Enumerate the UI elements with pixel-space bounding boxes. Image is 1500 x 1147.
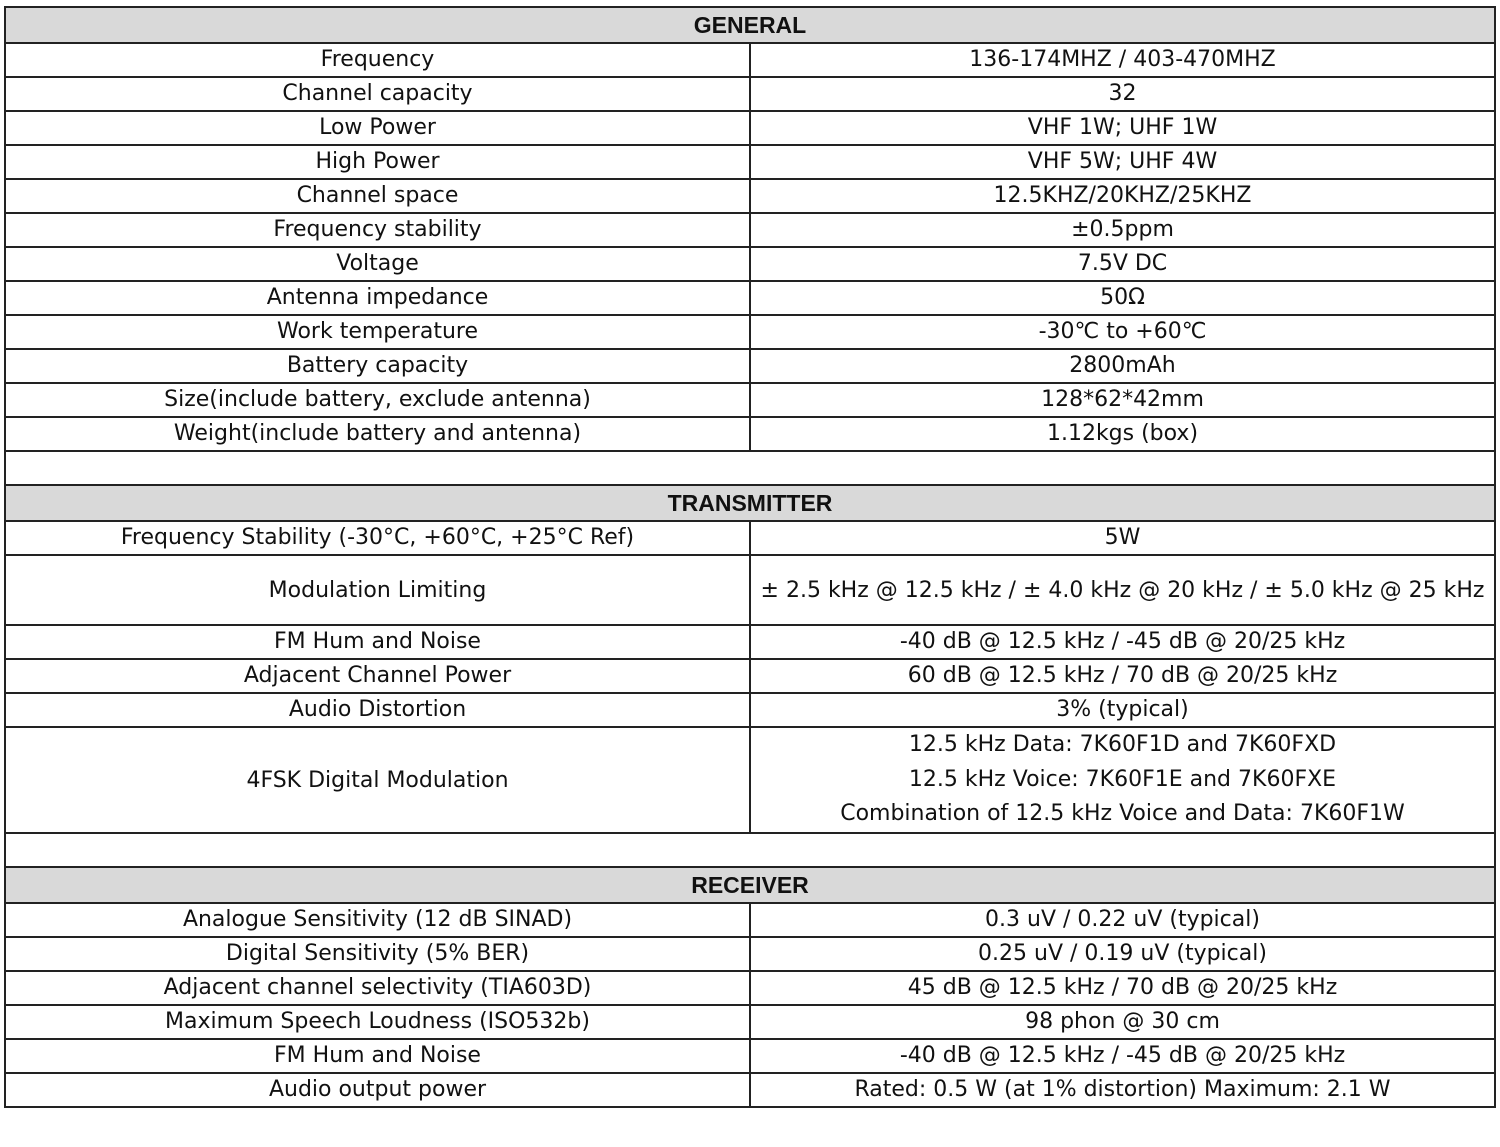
spec-value: VHF 5W; UHF 4W [750,145,1495,179]
spec-value: VHF 1W; UHF 1W [750,111,1495,145]
spec-label: Analogue Sensitivity (12 dB SINAD) [5,903,750,937]
spec-table [4,6,1496,1108]
spec-label: Maximum Speech Loudness (ISO532b) [5,1005,750,1039]
spec-label: Antenna impedance [5,281,750,315]
spec-row [5,659,1495,693]
spec-value: 32 [750,77,1495,111]
spec-row [5,213,1495,247]
spec-row [5,179,1495,213]
spec-label: Adjacent channel selectivity (TIA603D) [5,971,750,1005]
transmitter-section-title: TRANSMITTER [5,485,1495,521]
spec-row [5,625,1495,659]
spec-row [5,383,1495,417]
spec-label: Work temperature [5,315,750,349]
spec-row [5,727,1495,833]
spec-label: Size(include battery, exclude antenna) [5,383,750,417]
spec-row [5,315,1495,349]
spec-value: ± 2.5 kHz @ 12.5 kHz / ± 4.0 kHz @ 20 kHz / ± 5.0 kHz @ 25 kHz [750,555,1495,625]
spec-row [5,937,1495,971]
spec-label: Voltage [5,247,750,281]
spec-label: Channel capacity [5,77,750,111]
spec-value: ±0.5ppm [750,213,1495,247]
spec-row [5,77,1495,111]
spec-value: 128*62*42mm [750,383,1495,417]
spec-label: 4FSK Digital Modulation [5,727,750,833]
spec-row [5,971,1495,1005]
spec-label: Digital Sensitivity (5% BER) [5,937,750,971]
spec-row [5,281,1495,315]
general-section-title: GENERAL [5,7,1495,43]
spacer-cell [5,451,1495,485]
spec-value: 3% (typical) [750,693,1495,727]
spec-label: Channel space [5,179,750,213]
spec-row [5,1005,1495,1039]
spec-row [5,903,1495,937]
spec-value: 136-174MHZ / 403-470MHZ [750,43,1495,77]
spec-value: 7.5V DC [750,247,1495,281]
spec-value: 98 phon @ 30 cm [750,1005,1495,1039]
section-spacer-row [5,833,1495,867]
spec-row [5,247,1495,281]
spec-row [5,1039,1495,1073]
spec-value: 5W [750,521,1495,555]
receiver-header-row [5,867,1495,903]
spec-value: -40 dB @ 12.5 kHz / -45 dB @ 20/25 kHz [750,625,1495,659]
spec-label: Adjacent Channel Power [5,659,750,693]
spec-value: -30℃ to +60℃ [750,315,1495,349]
spec-label: FM Hum and Noise [5,625,750,659]
spec-label: Battery capacity [5,349,750,383]
spec-row [5,43,1495,77]
spec-value: -40 dB @ 12.5 kHz / -45 dB @ 20/25 kHz [750,1039,1495,1073]
spec-label: FM Hum and Noise [5,1039,750,1073]
section-spacer-row [5,451,1495,485]
spec-value: 2800mAh [750,349,1495,383]
spec-label: High Power [5,145,750,179]
spec-label: Low Power [5,111,750,145]
spec-value-line: Combination of 12.5 kHz Voice and Data: 7K60F1W [840,801,1405,827]
spec-row [5,693,1495,727]
spec-value-multiline [750,727,1495,833]
receiver-section-title: RECEIVER [5,867,1495,903]
spec-value-line: 12.5 kHz Data: 7K60F1D and 7K60FXD [908,732,1337,758]
spec-value: 60 dB @ 12.5 kHz / 70 dB @ 20/25 kHz [750,659,1495,693]
transmitter-header-row [5,485,1495,521]
spacer-cell [5,833,1495,867]
spec-value: 0.3 uV / 0.22 uV (typical) [750,903,1495,937]
general-header-row [5,7,1495,43]
spec-row [5,521,1495,555]
spec-label: Frequency [5,43,750,77]
spec-label: Weight(include battery and antenna) [5,417,750,451]
spec-value: 0.25 uV / 0.19 uV (typical) [750,937,1495,971]
spec-value: 50Ω [750,281,1495,315]
spec-value: 12.5KHZ/20KHZ/25KHZ [750,179,1495,213]
spec-label: Frequency Stability (-30°C, +60°C, +25°C Ref) [5,521,750,555]
spec-row [5,349,1495,383]
spec-label: Modulation Limiting [5,555,750,625]
spec-row [5,417,1495,451]
spec-label: Audio Distortion [5,693,750,727]
spec-row [5,111,1495,145]
spec-value-line: 12.5 kHz Voice: 7K60F1E and 7K60FXE [908,766,1337,792]
spec-value: 1.12kgs (box) [750,417,1495,451]
spec-value: 45 dB @ 12.5 kHz / 70 dB @ 20/25 kHz [750,971,1495,1005]
spec-label: Audio output power [5,1073,750,1107]
spec-label: Frequency stability [5,213,750,247]
spec-row [5,1073,1495,1107]
spec-row [5,145,1495,179]
spec-row [5,555,1495,625]
spec-value: Rated: 0.5 W (at 1% distortion) Maximum: 2.1 W [750,1073,1495,1107]
